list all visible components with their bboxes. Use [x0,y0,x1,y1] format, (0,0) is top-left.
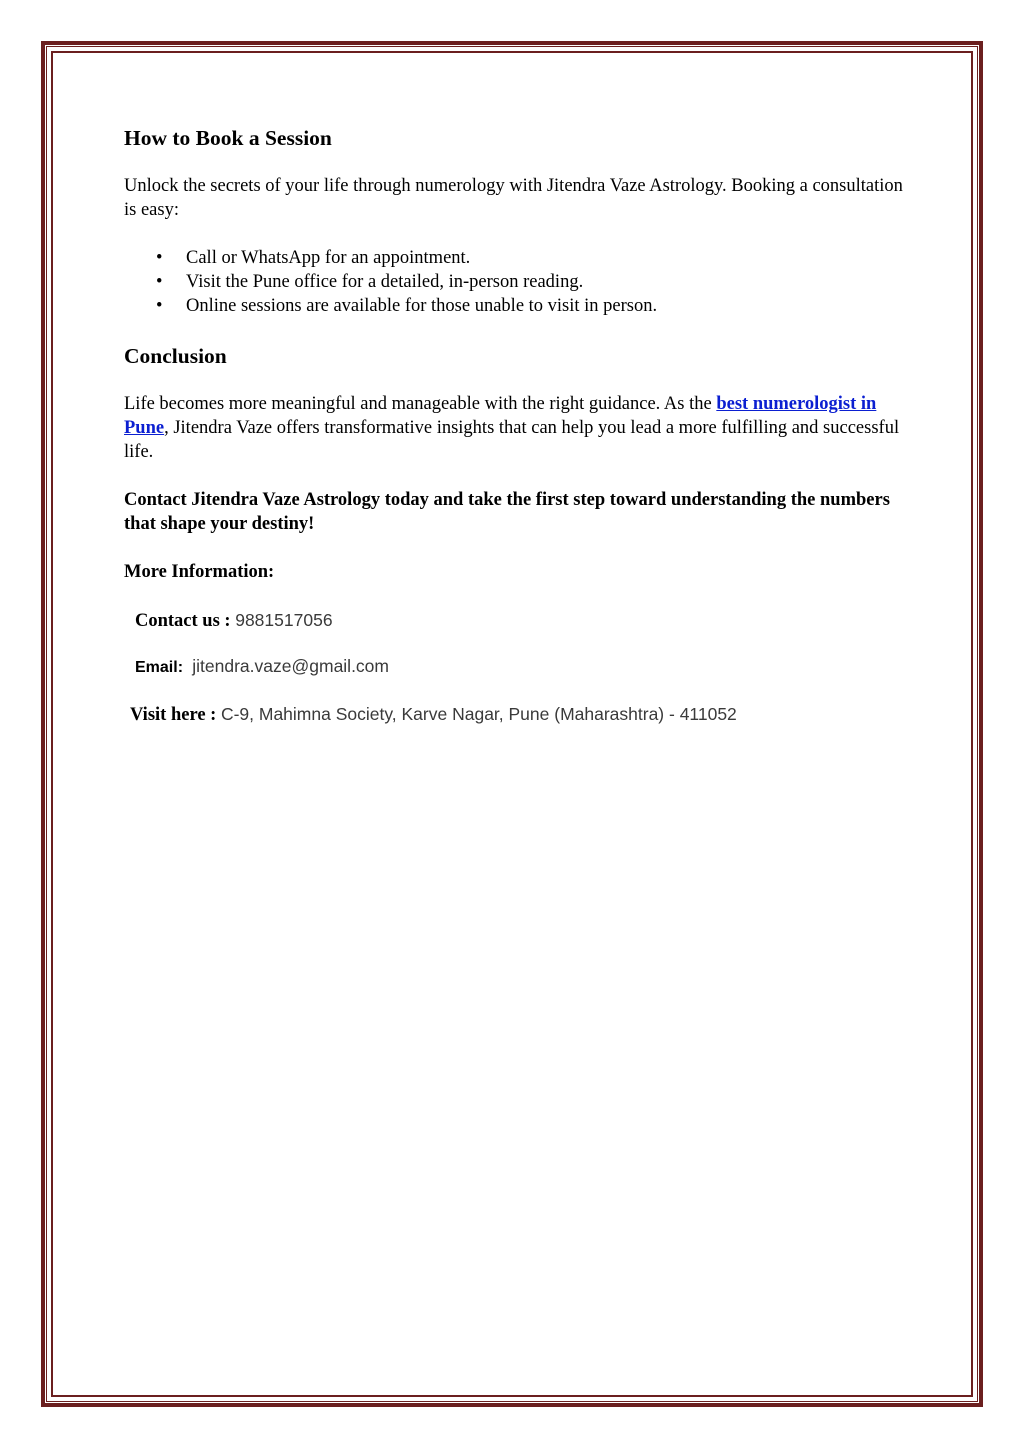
list-item-text: Online sessions are available for those unable to visit in person. [186,296,658,316]
conclusion-paragraph [124,392,904,464]
booking-list [124,246,657,318]
more-info-heading: More Information: [124,562,275,582]
visit-label: Visit here : [130,705,221,725]
bullet-icon: • [156,296,163,316]
email-label: Email: [135,659,184,676]
visit-line [130,702,737,727]
list-item-text: Call or WhatsApp for an appointment. [186,248,471,268]
best-numerologist-link[interactable]: best numerologist in Pune [124,394,877,438]
conclusion-text-before: Life becomes more meaningful and manageable with the right guidance. As the [124,394,717,414]
email-line [135,654,389,680]
call-to-action: Contact Jitendra Vaze Astrology today and take the first step toward understanding the numbers that shape your destiny! [124,490,890,534]
conclusion-text-after: , Jitendra Vaze offers transformative insights that can help you lead a more fulfilling and successful life. [124,418,900,462]
email-address: jitendra.vaze@gmail.com [192,656,389,676]
bullet-icon: • [156,248,163,268]
conclusion-heading: Conclusion [124,344,227,368]
list-item [124,294,657,318]
list-item-text: Visit the Pune office for a detailed, in-person reading. [186,272,584,292]
list-item [124,270,657,294]
booking-intro: Unlock the secrets of your life through numerology with Jitendra Vaze Astrology. Booking a consultation is easy: [124,176,903,220]
contact-label: Contact us : [135,611,236,631]
contact-phone: 9881517056 [235,610,333,630]
list-item [124,246,657,270]
bullet-icon: • [156,272,163,292]
visit-address: C-9, Mahimna Society, Karve Nagar, Pune (Maharashtra) - 411052 [220,704,737,724]
booking-heading: How to Book a Session [124,126,332,150]
contact-line [135,608,333,633]
